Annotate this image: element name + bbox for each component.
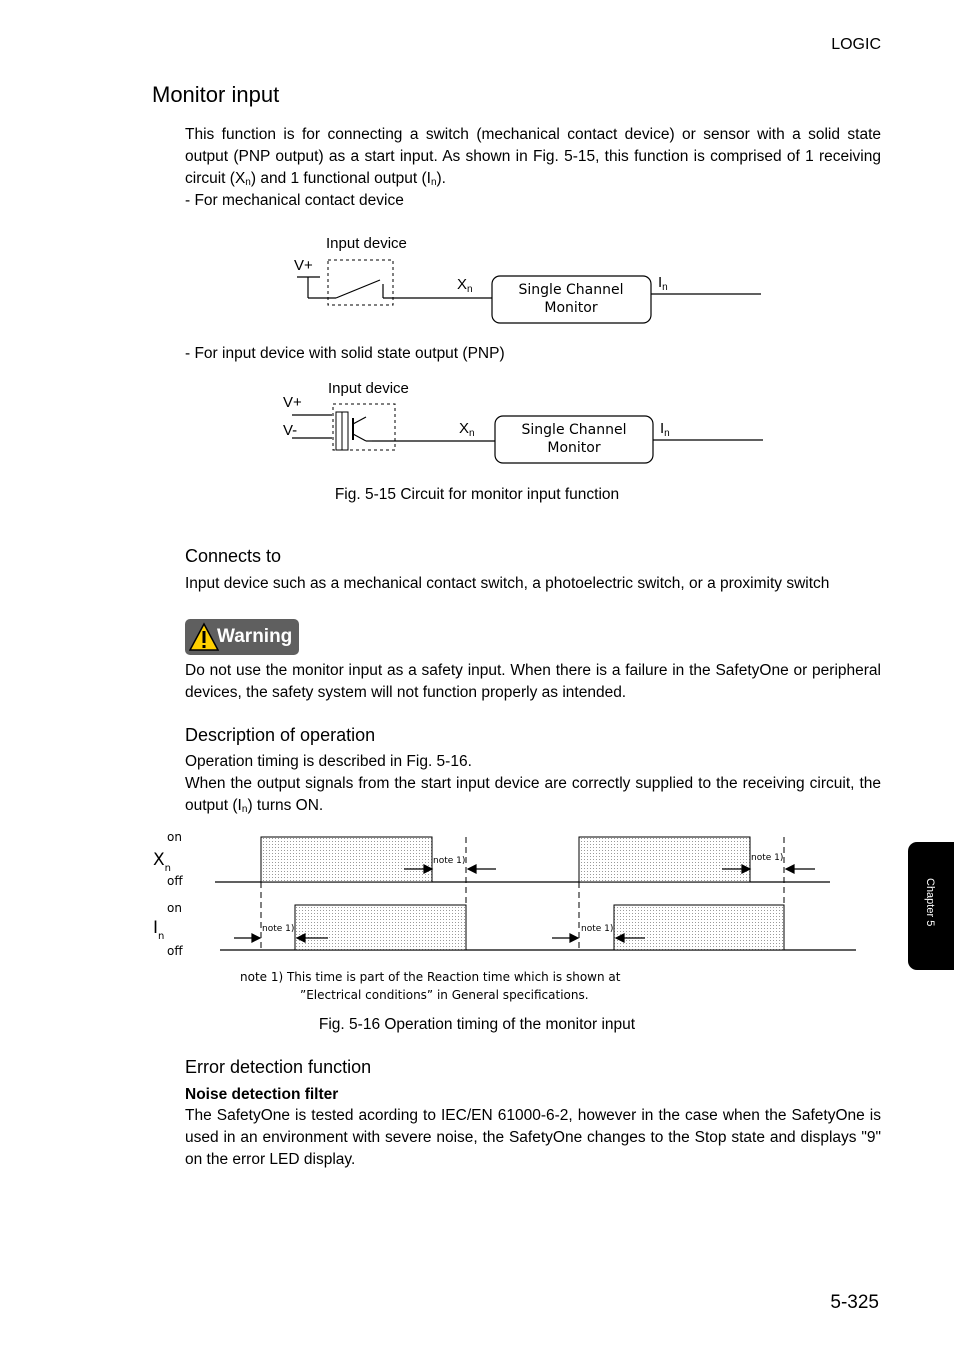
input-device-label: Input device bbox=[326, 235, 407, 252]
switch-contact bbox=[336, 280, 380, 298]
chapter-tab bbox=[908, 842, 954, 970]
vplus-label: V+ bbox=[294, 257, 313, 274]
warning-icon bbox=[189, 622, 219, 652]
operation-heading: Description of operation bbox=[185, 725, 376, 745]
x-off-label: off bbox=[167, 874, 183, 888]
timing-footnote-line-1: note 1) This time is part of the Reaction time which is shown at bbox=[240, 970, 621, 984]
x-pulse-1 bbox=[261, 837, 432, 882]
chapter-tab-label: Chapter 5 bbox=[924, 878, 936, 927]
pnp-device-label: - For input device with solid state output (PNP) bbox=[185, 345, 505, 362]
x-label: $X_n$ bbox=[459, 420, 475, 439]
connects-heading: Connects to bbox=[185, 546, 282, 566]
svg-text:Monitor: Monitor bbox=[544, 300, 598, 316]
pnp-circuit-diagram bbox=[270, 374, 780, 474]
section-tag: LOGIC bbox=[831, 36, 881, 53]
warning-badge bbox=[185, 619, 299, 655]
x-pulse-2 bbox=[579, 837, 750, 882]
timing-footnote-line-2: ”Electrical conditions” in General specifications. bbox=[300, 988, 589, 1002]
x-signal-label: $X_n$ bbox=[153, 850, 171, 874]
vminus-label: V- bbox=[283, 422, 298, 439]
error-paragraph: The SafetyOne is tested acording to IEC/EN 61000-6-2, however in the case when the SafetyOne is used in an environment with severe noise, the SafetyOne changes to the Stop state and displays "9" on the error LED display. bbox=[185, 1107, 881, 1168]
error-heading: Error detection function bbox=[185, 1057, 372, 1077]
page-title: Monitor input bbox=[152, 82, 280, 107]
svg-text:Single Channel: Single Channel bbox=[518, 282, 624, 298]
warning-text: Do not use the monitor input as a safety input. When there is a failure in the SafetyOne or peripheral devices, the safety system will not function properly as intended. bbox=[185, 662, 881, 701]
vplus-label: V+ bbox=[283, 394, 302, 411]
warning-label: Warning bbox=[217, 626, 293, 647]
noise-filter-subheading: Noise detection filter bbox=[185, 1086, 339, 1103]
i-off-label: off bbox=[167, 944, 183, 958]
x-on-label: on bbox=[167, 830, 182, 844]
intro-paragraph: This function is for connecting a switch (mechanical contact device) or sensor with a solid state output (PNP output) as a start input. As shown in Fig. 5-15, this function is comprised of 1 receiving circuit $(X_n)$ and 1 functional output $(I_n)$. bbox=[185, 126, 881, 188]
note-tag: note 1) bbox=[262, 924, 295, 934]
i-label: $I_n$ bbox=[660, 420, 670, 439]
svg-text:Single Channel: Single Channel bbox=[521, 422, 627, 438]
operation-paragraph: When the output signals from the start input device are correctly supplied to the receiving circuit, the output $(I_n)$ turns ON. bbox=[185, 775, 881, 815]
note-tag: note 1) bbox=[751, 853, 784, 863]
x-label: $X_n$ bbox=[457, 276, 473, 295]
svg-text:Monitor: Monitor bbox=[547, 440, 601, 456]
mechanical-circuit-diagram bbox=[280, 228, 780, 338]
connects-text: Input device such as a mechanical contact switch, a photoelectric switch, or a proximity switch bbox=[185, 575, 830, 592]
page-number: 5-325 bbox=[830, 1292, 879, 1313]
note-tag: note 1) bbox=[581, 924, 614, 934]
figure-5-15-caption: Fig. 5-15 Circuit for monitor input function bbox=[334, 486, 620, 503]
operation-line-1: Operation timing is described in Fig. 5-16. bbox=[185, 753, 472, 770]
timing-diagram bbox=[140, 826, 860, 1006]
mechanical-device-label: - For mechanical contact device bbox=[185, 192, 404, 209]
input-device-label: Input device bbox=[328, 380, 409, 397]
figure-5-16-caption: Fig. 5-16 Operation timing of the monitor input bbox=[318, 1016, 636, 1033]
i-on-label: on bbox=[167, 901, 182, 915]
i-pulse-2 bbox=[614, 905, 784, 950]
i-signal-label: $I_n$ bbox=[153, 918, 165, 942]
i-label: $I_n$ bbox=[658, 274, 668, 293]
note-tag: note 1) bbox=[433, 856, 466, 866]
i-pulse-1 bbox=[295, 905, 466, 950]
